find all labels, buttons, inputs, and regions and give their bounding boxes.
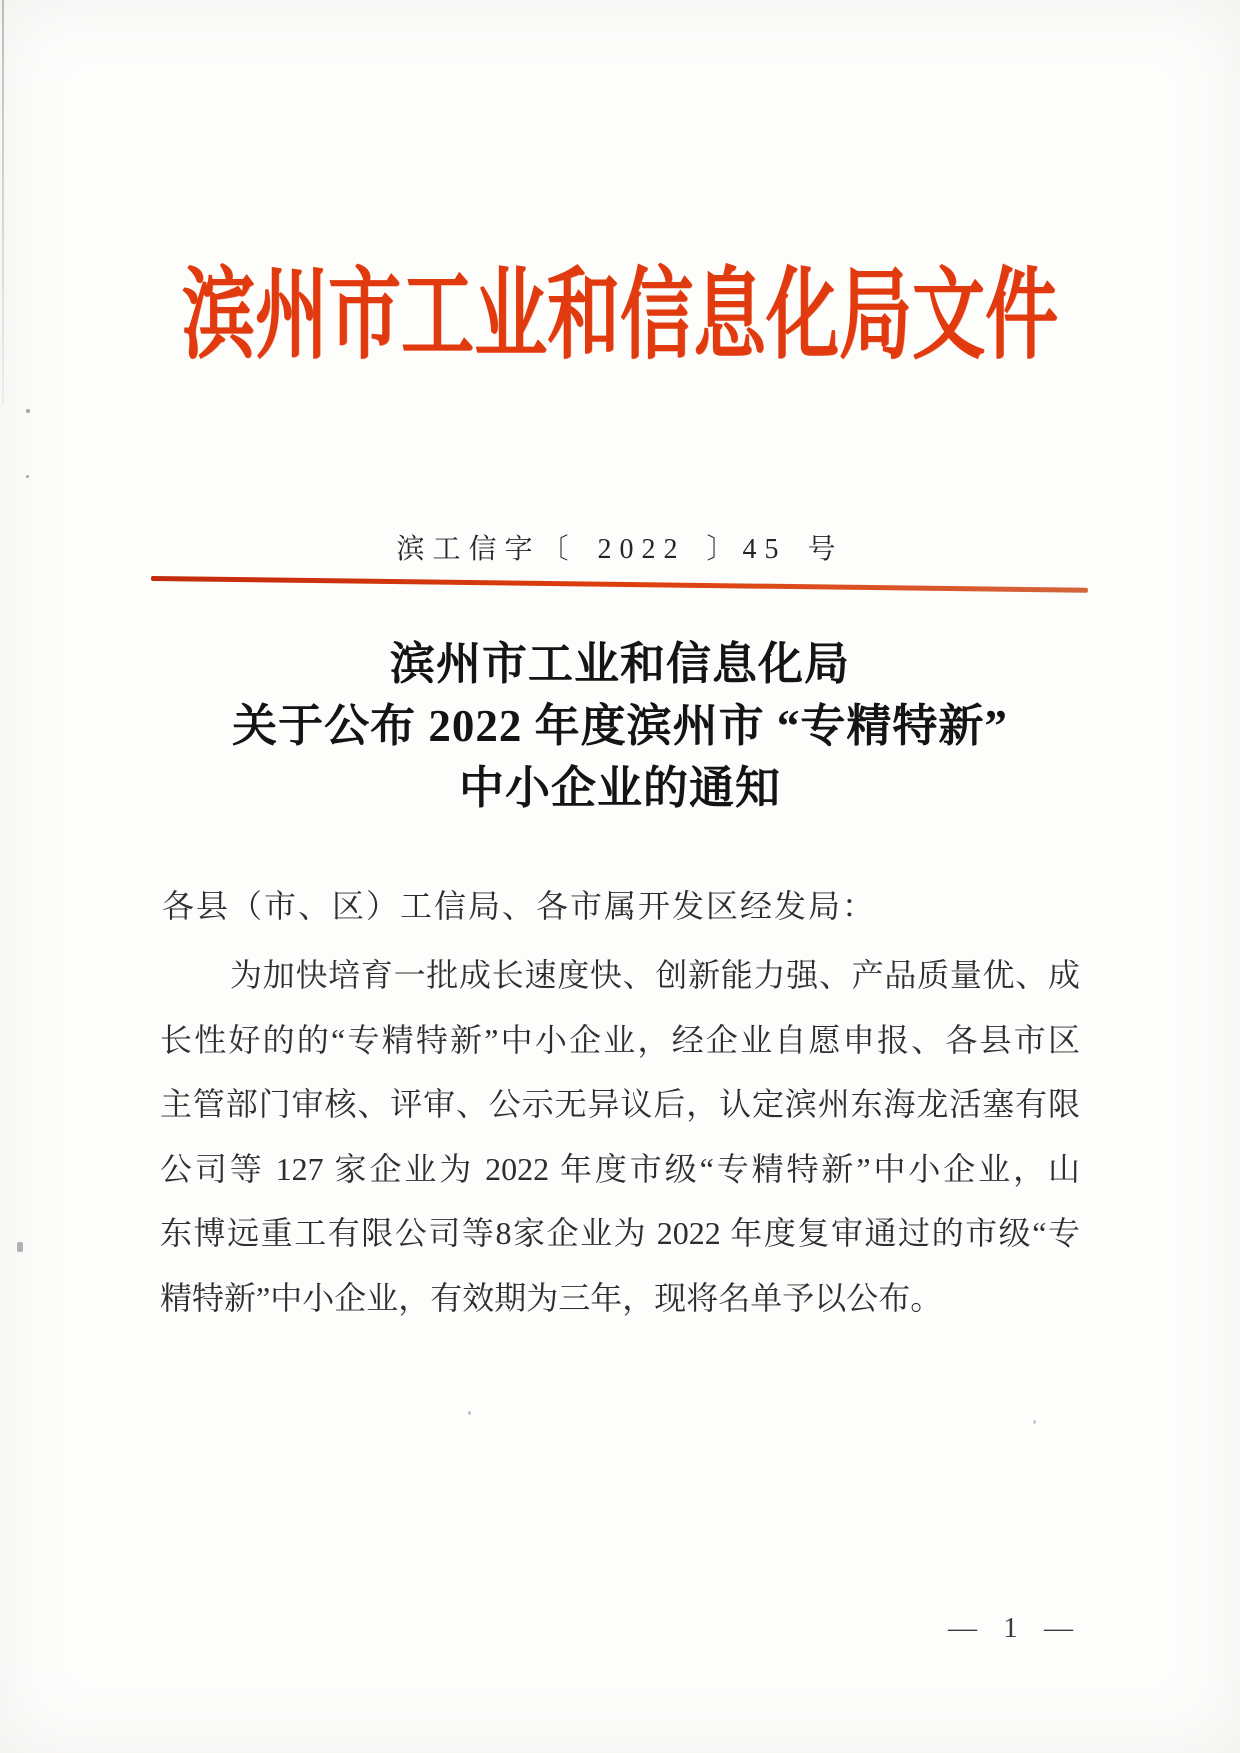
scan-speck [1033,1420,1036,1424]
paragraph-line: 为加快培育一批成长速度快、创新能力强、产品质量优、成 [230,957,1080,993]
scan-speck [26,475,29,478]
salutation-line: 各县（市、区）工信局、各市属开发区经发局： [162,888,877,924]
document-title-line-3: 中小企业的通知 [458,763,781,813]
scan-speck [26,409,30,413]
paragraph-line: 长性好的的“专精特新”中小企业，经企业自愿申报、各县市区 [160,1021,1080,1058]
document-title-line-2: 关于公布 2022 年度滨州市 “专精特新” [232,701,1008,751]
paragraph-line: 精特新”中小企业，有效期为三年，现将名单予以公布。 [160,1279,943,1316]
body-paragraph [160,943,1080,1331]
scan-speck [468,1411,471,1415]
scan-speck [17,1242,23,1252]
document-title-line-1: 滨州市工业和信息化局 [389,639,850,689]
document-reference-number: 滨工信字〔 2022 〕45 号 [396,534,844,565]
paragraph-line: 主管部门审核、评审、公示无异议后，认定滨州东海龙活塞有限 [160,1086,1080,1123]
paragraph-line: 公司等 127 家企业为 2022 年度市级“专精特新”中小企业，山 [160,1150,1080,1187]
paragraph-line: 东博远重工有限公司等8家企业为 2022 年度复审通过的市级“专 [160,1215,1080,1252]
document-title [0,633,1240,819]
red-divider-line [151,576,1088,592]
agency-letterhead-title: 滨州市工业和信息化局文件 [182,260,1058,371]
page-number: — 1 — [948,1612,1078,1644]
